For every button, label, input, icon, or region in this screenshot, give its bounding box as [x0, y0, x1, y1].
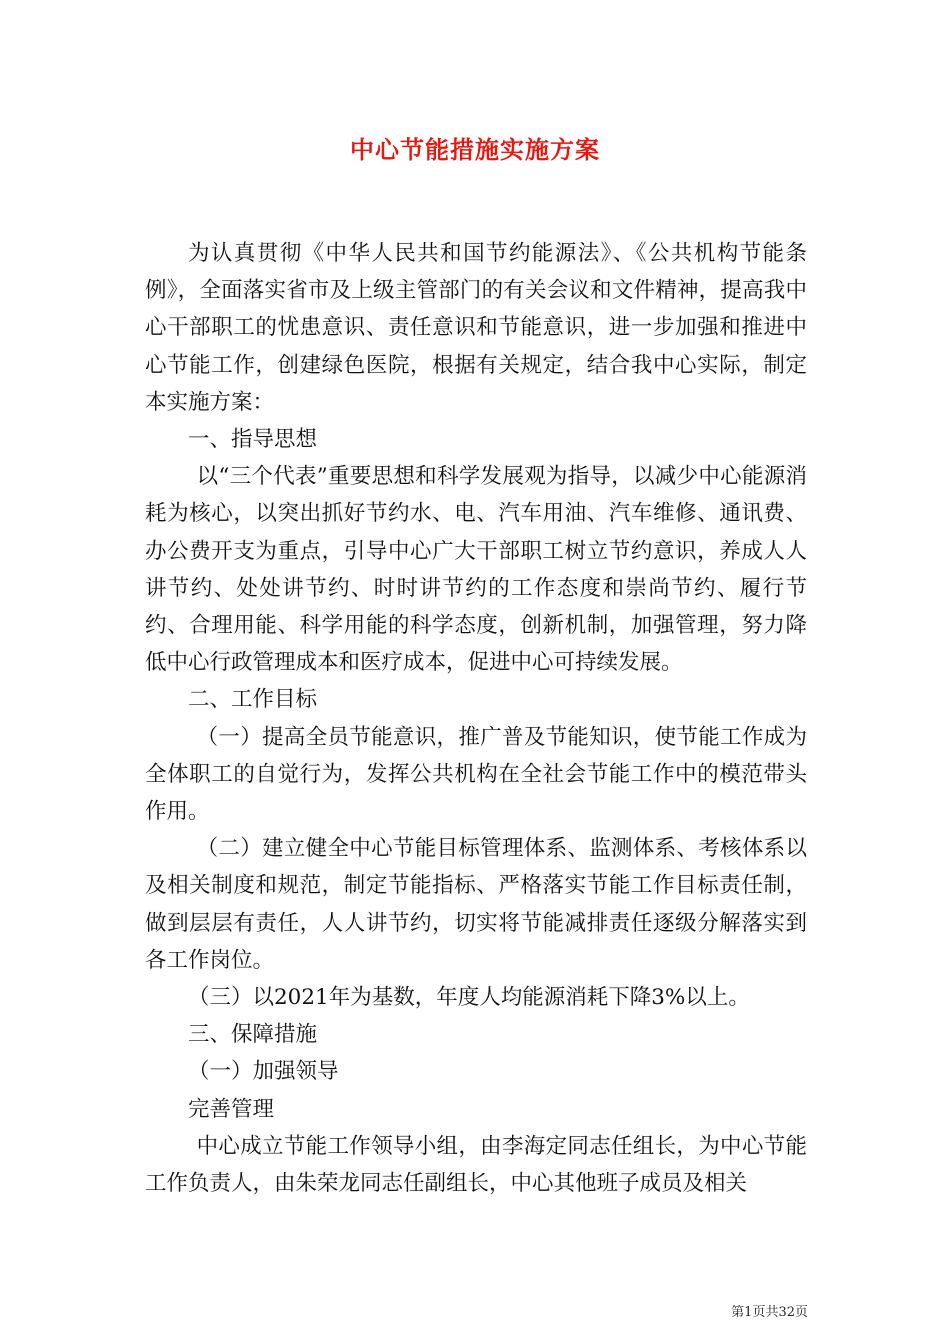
paragraph-goal-1: （一）提高全员节能意识，推广普及节能知识，使节能工作成为全体职工的自觉行为，发挥公共机构在全社会节能工作中的模范带头作用。 [145, 724, 807, 825]
heading-safeguards: 三、保障措施 [188, 1022, 318, 1048]
heading-work-goals: 二、工作目标 [188, 687, 318, 713]
page-number: 第1页共32页 [731, 1305, 808, 1320]
subheading-improve-management: 完善管理 [188, 1096, 275, 1122]
document-title: 中心节能措施实施方案 [350, 135, 600, 164]
document-body [145, 235, 807, 1202]
heading-guiding-ideology: 一、指导思想 [188, 427, 318, 453]
paragraph-intro: 为认真贯彻《中华人民共和国节约能源法》、《公共机构节能条例》，全面落实省市及上级主管部门的有关会议和文件精神，提高我中心干部职工的忧患意识、责任意识和节能意识，进一步加强和推进中心节能工作，创建绿色医院，根据有关规定，结合我中心实际，制定本实施方案： [145, 241, 807, 415]
paragraph-guiding-ideology: 以“三个代表”重要思想和科学发展观为指导，以减少中心能源消耗为核心，以突出抓好节约水、电、汽车用油、汽车维修、通讯费、办公费开支为重点，引导中心广大干部职工树立节约意识，养成人人讲节约、处处讲节约、时时讲节约的工作态度和崇尚节约、履行节约、合理用能、科学用能的科学态度，创新机制，加强管理，努力降低中心行政管理成本和医疗成本，促进中心可持续发展。 [145, 464, 807, 676]
subheading-strengthen-leadership: （一）加强领导 [188, 1059, 339, 1085]
paragraph-goal-3: （三）以2021年为基数，年度人均能源消耗下降3%以上。 [188, 985, 750, 1011]
paragraph-leadership-group: 中心成立节能工作领导小组，由李海定同志任组长，为中心节能工作负责人，由朱荣龙同志任副组长，中心其他班子成员及相关 [145, 1133, 807, 1197]
paragraph-goal-2: （二）建立健全中心节能目标管理体系、监测体系、考核体系以及相关制度和规范，制定节能指标、严格落实节能工作目标责任制，做到层层有责任，人人讲节约，切实将节能减排责任逐级分解落实到各工作岗位。 [145, 836, 807, 973]
